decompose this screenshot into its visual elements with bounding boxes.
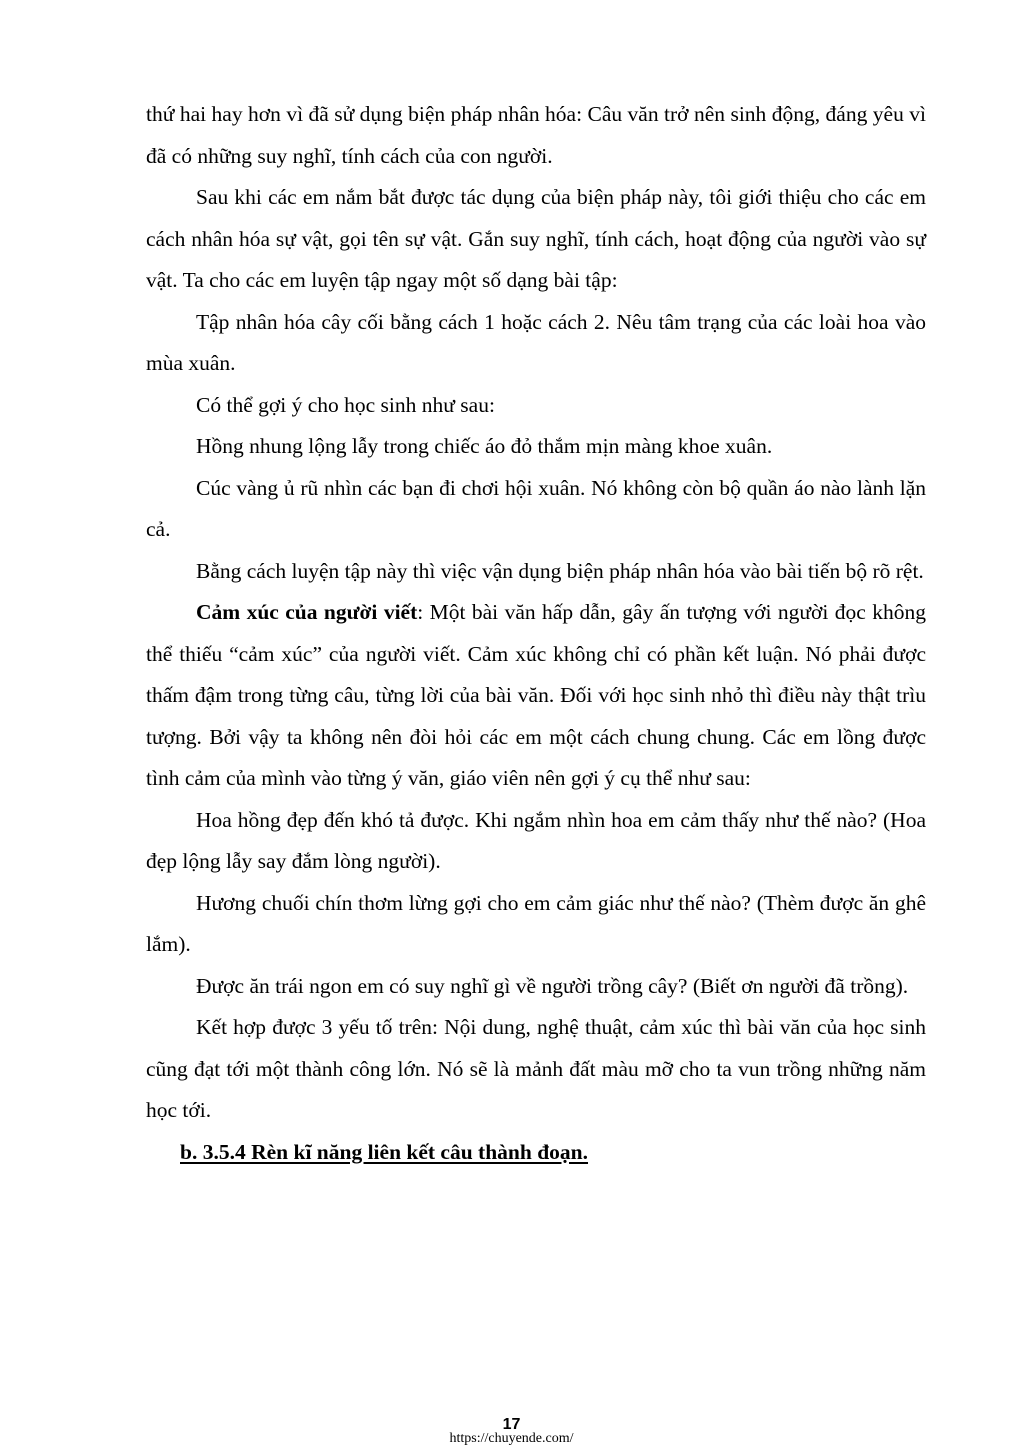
paragraph-question-banana: Hương chuối chín thơm lừng gợi cho em cảm giác như thế nào? (Thèm được ăn ghê lắm). bbox=[146, 890, 926, 956]
emotion-rest: : Một bài văn hấp dẫn, gây ấn tượng với người đọc không thể thiếu “cảm xúc” của người viết. Cảm xúc không chỉ có phần kết luận. Nó phải được thấm đậm trong từng câu, từng lời của bài văn. Đối với học sinh nhỏ thì điều này thật trìu tượng. Bởi vậy ta không nên đòi hỏi các em một cách chung chung. Các em lồng được tình cảm của mình vào từng ý văn, giáo viên nên gợi ý cụ thể như sau: bbox=[146, 600, 926, 790]
footer-url: https://chuyende.com/ bbox=[449, 1431, 574, 1446]
document-body bbox=[146, 94, 926, 1173]
paragraph-continuation: thứ hai hay hơn vì đã sử dụng biện pháp nhân hóa: Câu văn trở nên sinh động, đáng yêu vì đã có những suy nghĩ, tính cách của con người. bbox=[146, 102, 926, 168]
paragraph-conclusion: Kết hợp được 3 yếu tố trên: Nội dung, nghệ thuật, cảm xúc thì bài văn của học sinh cũng đạt tới một thành công lớn. Nó sẽ là mảnh đất màu mỡ cho ta vun trồng những năm học tới. bbox=[146, 1015, 926, 1122]
section-heading: b. 3.5.4 Rèn kĩ năng liên kết câu thành đoạn. bbox=[180, 1139, 589, 1164]
paragraph-suggestion-intro: Có thể gợi ý cho học sinh như sau: bbox=[196, 392, 495, 417]
emotion-bold-lead: Cảm xúc của người viết bbox=[196, 600, 418, 624]
paragraph-example-daisy: Cúc vàng ủ rũ nhìn các bạn đi chơi hội xuân. Nó không còn bộ quần áo nào lành lặn cả. bbox=[146, 475, 926, 541]
paragraph-question-planter: Được ăn trái ngon em có suy nghĩ gì về người trồng cây? (Biết ơn người đã trồng). bbox=[196, 973, 909, 998]
paragraph-example-rose: Hồng nhung lộng lẫy trong chiếc áo đỏ thắm mịn màng khoe xuân. bbox=[196, 434, 773, 458]
page-number: 17 bbox=[502, 1416, 521, 1433]
paragraph-practice-result: Bằng cách luyện tập này thì việc vận dụng biện pháp nhân hóa vào bài tiến bộ rõ rệt. bbox=[196, 558, 924, 583]
paragraph-personification-intro: Sau khi các em nắm bắt được tác dụng của biện pháp này, tôi giới thiệu cho các em cách nhân hóa sự vật, gọi tên sự vật. Gắn suy nghĩ, tính cách, hoạt động của người vào sự vật. Ta cho các em luyện tập ngay một số dạng bài tập: bbox=[146, 185, 926, 292]
paragraph-exercise: Tập nhân hóa cây cối bằng cách 1 hoặc cách 2. Nêu tâm trạng của các loài hoa vào mùa xuân. bbox=[146, 309, 926, 375]
paragraph-writer-emotion bbox=[146, 592, 926, 800]
paragraph-question-rose: Hoa hồng đẹp đến khó tả được. Khi ngắm nhìn hoa em cảm thấy như thế nào? (Hoa đẹp lộng lẫy say đắm lòng người). bbox=[146, 807, 926, 873]
